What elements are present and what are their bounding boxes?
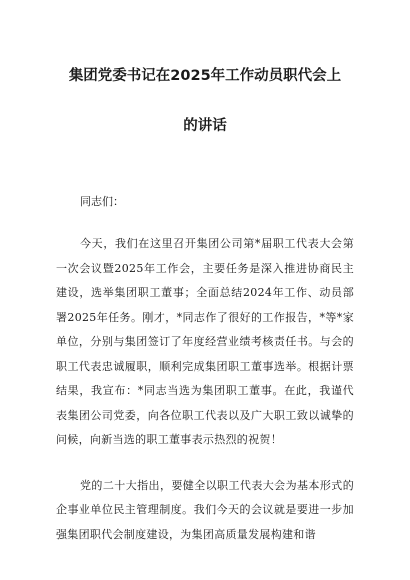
body-paragraph-2: 党的二十大指出，要健全以职工代表大会为基本形式的企事业单位民主管理制度。我们今天的会议就是要进一步加强集团职代会制度建设，为集团高质量发展构建和谐 <box>56 478 354 541</box>
salutation: 同志们： <box>80 195 124 208</box>
document-title-line1: 集团党委书记在2025年工作动员职代会上 <box>68 68 342 84</box>
document-title-line2: 的讲话 <box>183 118 227 134</box>
body-paragraph-1: 今天，我们在这里召开集团公司第*届职工代表大会第一次会议暨2025年工作会，主要任务是深入推进协商民主建设，选举集团职工董事；全面总结2024年工作、动员部署2025年任务。刚才，*同志作了很好的工作报告，*等*家单位，分别与集团签订了年度经营业绩考核责任书。与会的职工代表忠诚履职，顺利完成集团职工董事选举。根据计票结果，我宣布：*同志当选为集团职工董事。在此，我谨代表集团公司党委，向各位职工代表以及广大职工致以诚挚的问候，向新当选的职工董事表示热烈的祝贺！ <box>56 237 354 446</box>
